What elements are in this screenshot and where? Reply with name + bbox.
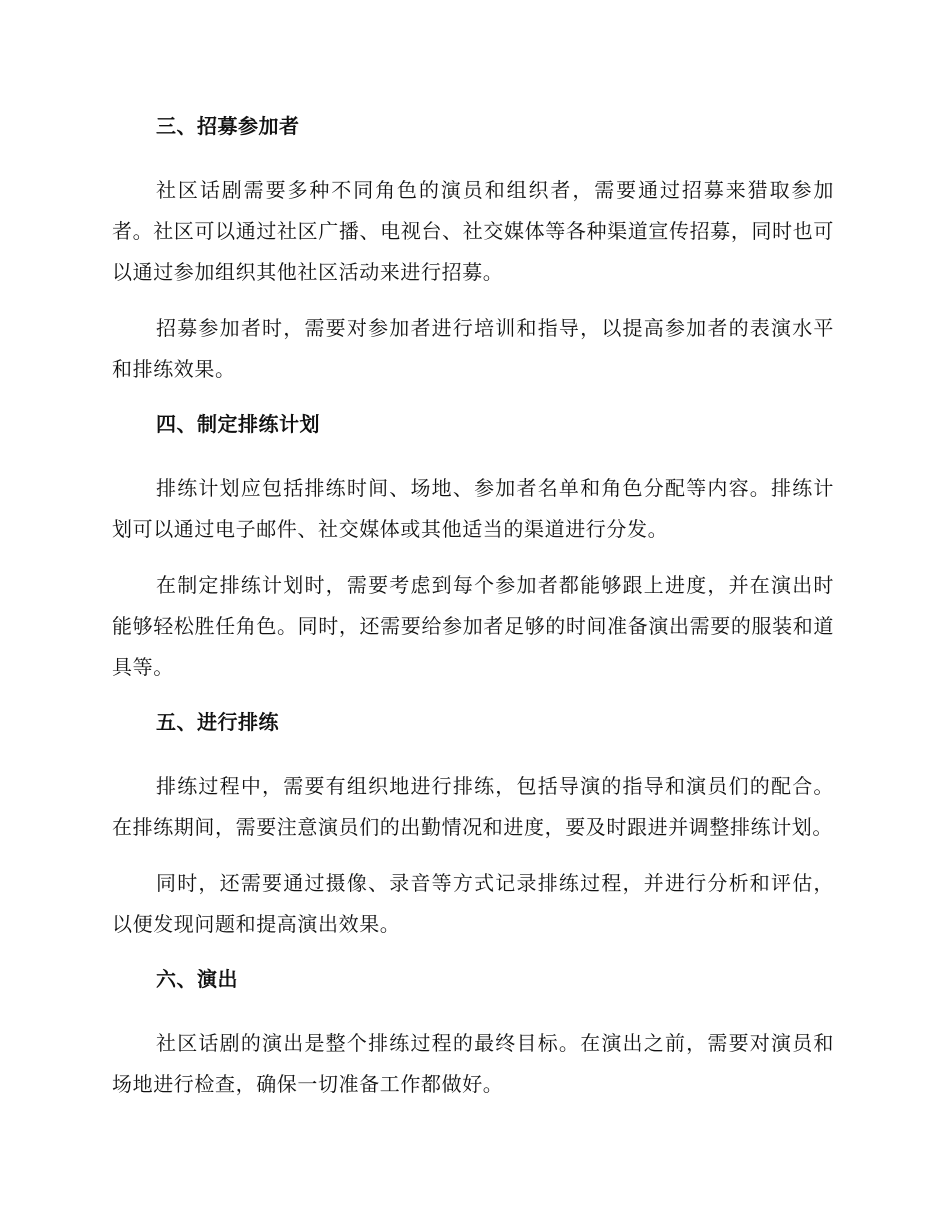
section-heading-rehearsal: 五、进行排练 [156, 710, 279, 734]
section-heading-recruit: 三、招募参加者 [156, 114, 300, 138]
document-body [112, 104, 834, 1120]
section-heading-performance: 六、演出 [156, 967, 238, 991]
paragraph: 同时，还需要通过摄像、录音等方式记录排练过程，并进行分析和评估，以便发现问题和提高演出效果。 [112, 871, 834, 936]
paragraph: 社区话剧需要多种不同角色的演员和组织者，需要通过招募来猎取参加者。社区可以通过社区广播、电视台、社交媒体等各种渠道宣传招募，同时也可以通过参加组织其他社区活动来进行招募。 [112, 178, 834, 284]
paragraph: 社区话剧的演出是整个排练过程的最终目标。在演出之前，需要对演员和场地进行检查，确保一切准备工作都做好。 [112, 1031, 834, 1096]
paragraph: 在制定排练计划时，需要考虑到每个参加者都能够跟上进度，并在演出时能够轻松胜任角色。同时，还需要给参加者足够的时间准备演出需要的服装和道具等。 [112, 573, 834, 679]
paragraph: 排练计划应包括排练时间、场地、参加者名单和角色分配等内容。排练计划可以通过电子邮件、社交媒体或其他适当的渠道进行分发。 [112, 476, 834, 541]
paragraph: 招募参加者时，需要对参加者进行培训和指导，以提高参加者的表演水平和排练效果。 [112, 316, 834, 381]
paragraph: 排练过程中，需要有组织地进行排练，包括导演的指导和演员们的配合。在排练期间，需要注意演员们的出勤情况和进度，要及时跟进并调整排练计划。 [112, 774, 834, 839]
section-heading-plan: 四、制定排练计划 [156, 412, 320, 436]
